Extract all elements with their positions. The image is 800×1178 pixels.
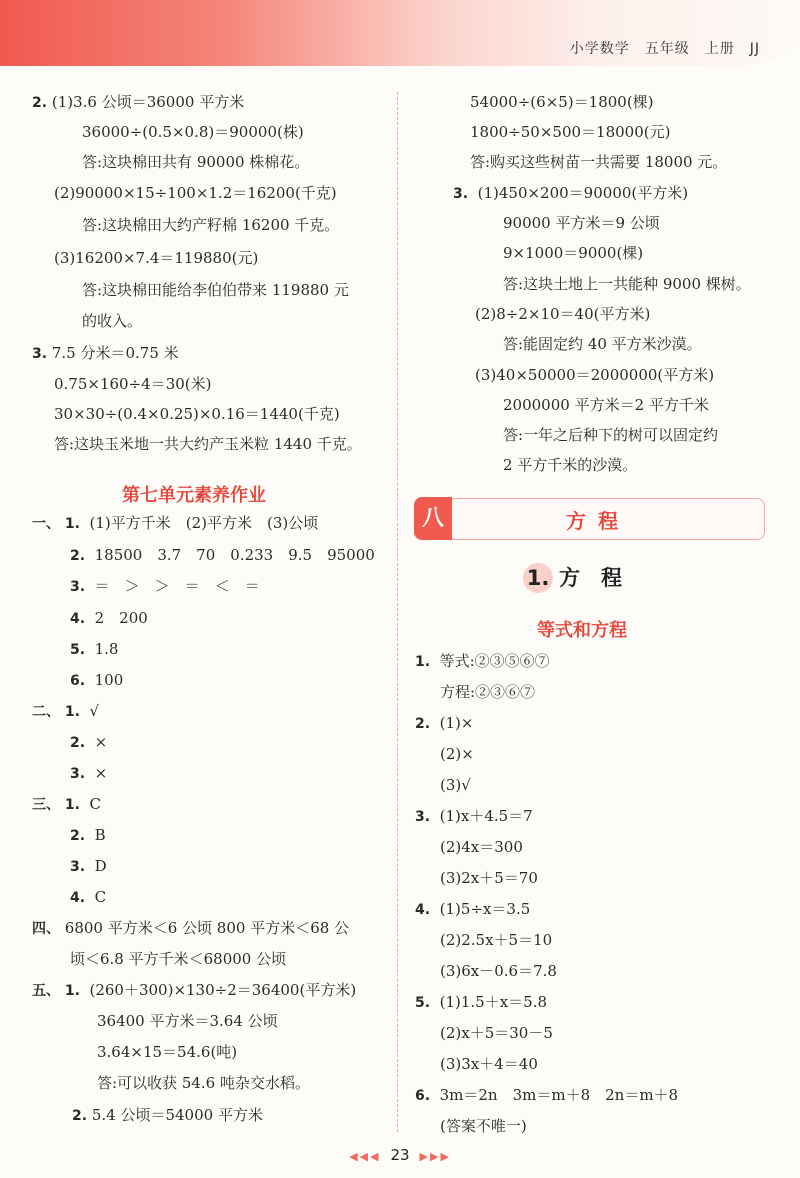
answer-line: 6. 100 [70, 671, 124, 689]
chapter-banner [415, 498, 765, 540]
answer-line: 三、 1. C [32, 795, 101, 813]
answer-line: (3)2x＋5＝70 [440, 869, 538, 887]
lesson-title: 1. 方 程 [523, 562, 622, 593]
page-footer [0, 1146, 800, 1164]
answer-line: 4. 2 200 [70, 609, 148, 627]
answer-line: (3)6x－0.6＝7.8 [440, 962, 557, 980]
chapter-number: 八 [414, 497, 452, 540]
answer-line: 2. (1)3.6 公顷＝36000 平方米 [32, 93, 245, 111]
answer-line: 36000÷(0.5×0.8)＝90000(株) [82, 123, 304, 141]
answer-line: (2)2.5x＋5＝10 [440, 931, 553, 949]
answer-line: 二、 1. √ [32, 702, 100, 720]
answer-line: (答案不唯一) [440, 1117, 527, 1135]
answer-line: 答:这块棉田能给李伯伯带来 119880 元 [82, 281, 349, 299]
answer-line: 答:这块棉田共有 90000 株棉花。 [82, 153, 310, 171]
answer-line: (2)x＋5＝30－5 [440, 1024, 553, 1042]
answer-line: 0.75×160÷4＝30(米) [54, 375, 212, 393]
answer-line: (2)4x＝300 [440, 838, 523, 856]
answer-line: 1. 等式:②③⑤⑥⑦ [415, 652, 550, 670]
answer-line: 4. C [70, 888, 107, 906]
answer-line: 3. (1)x＋4.5＝7 [415, 807, 533, 825]
answer-line: 答:这块土地上一共能种 9000 棵树。 [503, 275, 751, 293]
answer-line: (3)40×50000＝2000000(平方米) [475, 366, 715, 384]
answer-line: 方程:②③⑥⑦ [440, 683, 536, 701]
answer-line: 2. B [70, 826, 106, 844]
left-arrows-icon: ◀◀◀ [349, 1150, 381, 1163]
answer-line: 5. (1)1.5＋x＝5.8 [415, 993, 548, 1011]
answer-line: 30×30÷(0.4×0.25)×0.16＝1440(千克) [54, 405, 340, 423]
sub-section-title: 等式和方程 [537, 620, 627, 641]
answer-line: 3. 7.5 分米＝0.75 米 [32, 344, 179, 362]
answer-line: (3)16200×7.4＝119880(元) [54, 249, 259, 267]
answer-line: 5. 1.8 [70, 640, 119, 658]
answer-line: 3.64×15＝54.6(吨) [97, 1043, 238, 1061]
answer-line: 五、 1. (260＋300)×130÷2＝36400(平方米) [32, 981, 357, 999]
answer-line: (3)√ [440, 776, 471, 794]
answer-line: 9×1000＝9000(棵) [503, 244, 644, 262]
answer-line: 3. (1)450×200＝90000(平方米) [453, 184, 689, 202]
answer-line: 答:一年之后种下的树可以固定约 [503, 426, 719, 444]
answer-line: 36400 平方米＝3.64 公顷 [97, 1012, 278, 1030]
answer-line: 答:这块棉田大约产籽棉 16200 千克。 [82, 216, 340, 234]
answer-line: 54000÷(6×5)＝1800(棵) [470, 93, 654, 111]
answer-line: 2. × [70, 733, 108, 751]
answer-line: 90000 平方米＝9 公顷 [503, 214, 660, 232]
lesson-number: 1. [523, 563, 553, 593]
answer-line: 四、 6800 平方米＜6 公顷 800 平方米＜68 公 [32, 919, 350, 937]
answer-line: 一、 1. (1)平方千米 (2)平方米 (3)公顷 [32, 514, 319, 532]
answer-line: 3. ＝ ＞ ＞ ＝ ＜ ＝ [70, 577, 260, 595]
answer-line: (3)3x＋4＝40 [440, 1055, 538, 1073]
chapter-title: 方程 [566, 509, 630, 533]
answer-line: 2 平方千米的沙漠。 [503, 456, 638, 474]
answer-line: 3. D [70, 857, 107, 875]
answer-line: 2000000 平方米＝2 平方千米 [503, 396, 709, 414]
section-title: 第七单元素养作业 [122, 485, 266, 506]
answer-line: 答:这块玉米地一共大约产玉米粒 1440 千克。 [54, 435, 362, 453]
answer-line: 1800÷50×500＝18000(元) [470, 123, 671, 141]
right-arrows-icon: ▶▶▶ [419, 1150, 451, 1163]
answer-line: 答:可以收获 54.6 吨杂交水稻。 [97, 1074, 310, 1092]
answer-line: 3. × [70, 764, 108, 782]
series-label: 小学数学 五年级 上册 JJ [569, 41, 760, 57]
column-divider [397, 92, 398, 1132]
answer-line: 6. 3m＝2n 3m＝m＋8 2n＝m＋8 [415, 1086, 679, 1104]
answer-line: 的收入。 [82, 312, 143, 330]
answer-line: 2. 5.4 公顷＝54000 平方米 [72, 1106, 263, 1124]
answer-line: 4. (1)5÷x＝3.5 [415, 900, 531, 918]
answer-line: 顷＜6.8 平方千米＜68000 公顷 [70, 950, 287, 968]
answer-line: 2. (1)× [415, 714, 474, 732]
answer-line: (2)8÷2×10＝40(平方米) [475, 305, 651, 323]
answer-line: 答:购买这些树苗一共需要 18000 元。 [470, 153, 728, 171]
answer-line: (2)× [440, 745, 474, 763]
answer-line: 2. 18500 3.7 70 0.233 9.5 95000 [70, 546, 375, 564]
page-number: 23 [390, 1146, 410, 1164]
answer-line: 答:能固定约 40 平方米沙漠。 [503, 335, 702, 353]
answer-line: (2)90000×15÷100×1.2＝16200(千克) [54, 184, 337, 202]
